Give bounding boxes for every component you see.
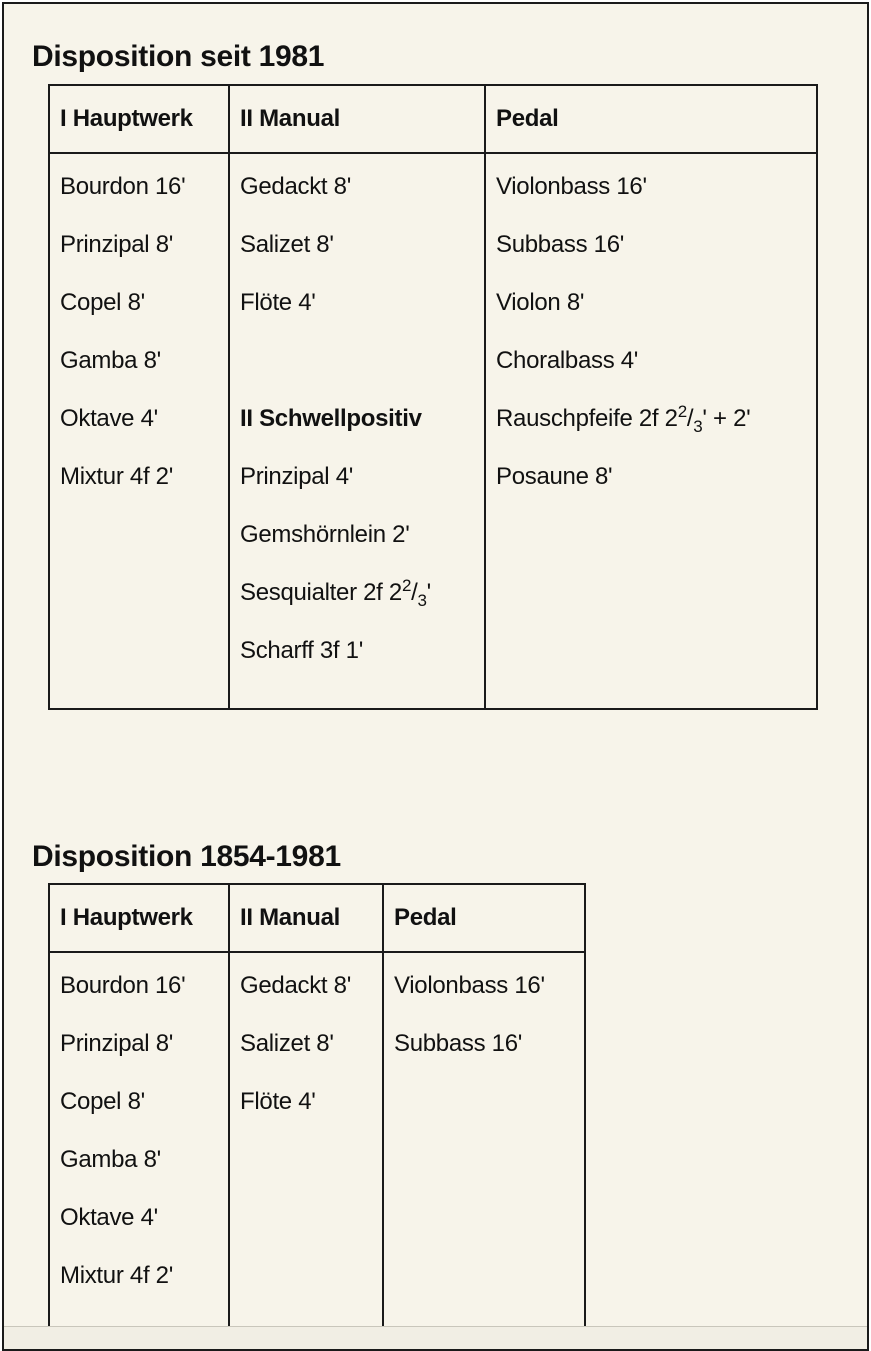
stop-item: Subbass 16' bbox=[394, 1030, 523, 1057]
column-header-hauptwerk: I Hauptwerk bbox=[49, 85, 229, 153]
stop-item: Gamba 8' bbox=[60, 1146, 161, 1173]
stop-item: Prinzipal 4' bbox=[240, 463, 354, 490]
manual-cell bbox=[229, 153, 485, 709]
stop-item-sesquialter bbox=[240, 576, 474, 634]
schwellpositiv-heading: II Schwellpositiv bbox=[240, 405, 422, 432]
stop-item: Oktave 4' bbox=[60, 405, 158, 432]
column-header-hauptwerk: I Hauptwerk bbox=[49, 884, 229, 952]
stop-item: Bourdon 16' bbox=[60, 173, 186, 200]
stop-item: Violon 8' bbox=[496, 289, 585, 316]
spacer bbox=[240, 344, 474, 402]
stop-item: Mixtur 4f 2' bbox=[60, 463, 174, 490]
stop-item: Flöte 4' bbox=[240, 1088, 316, 1115]
stop-item: Gedackt 8' bbox=[240, 173, 351, 200]
stop-item: Prinzipal 8' bbox=[60, 1030, 174, 1057]
disposition-table-1854 bbox=[48, 883, 586, 1335]
stop-item: Gedackt 8' bbox=[240, 972, 351, 999]
rauschpfeife-slash: / bbox=[686, 405, 694, 432]
stop-item: Subbass 16' bbox=[496, 231, 625, 258]
stop-item: Flöte 4' bbox=[240, 289, 316, 316]
column-header-pedal: Pedal bbox=[383, 884, 585, 952]
stop-item: Copel 8' bbox=[60, 1088, 145, 1115]
manual-cell bbox=[229, 952, 383, 1334]
stop-item: Copel 8' bbox=[60, 289, 145, 316]
page-frame bbox=[2, 2, 869, 1351]
section-title-1854-1981: Disposition 1854-1981 bbox=[32, 840, 341, 873]
stop-item: Bourdon 16' bbox=[60, 972, 186, 999]
bottom-band bbox=[4, 1326, 867, 1349]
sesquialter-suffix: ' bbox=[426, 579, 431, 606]
table-row bbox=[49, 952, 585, 1334]
stop-item: Violonbass 16' bbox=[496, 173, 647, 200]
hauptwerk-cell bbox=[49, 153, 229, 709]
sesquialter-text: Sesquialter 2f 2 bbox=[240, 579, 402, 606]
stop-item: Posaune 8' bbox=[496, 463, 613, 490]
sesquialter-numerator: 2 bbox=[401, 576, 412, 595]
section-title-since-1981: Disposition seit 1981 bbox=[32, 40, 325, 73]
stop-item: Salizet 8' bbox=[240, 231, 334, 258]
sesquialter-slash: / bbox=[411, 579, 418, 606]
stop-item: Violonbass 16' bbox=[394, 972, 545, 999]
rauschpfeife-suffix: ' + 2' bbox=[702, 405, 751, 432]
column-header-pedal: Pedal bbox=[485, 85, 817, 153]
rauschpfeife-denominator: 3 bbox=[693, 416, 703, 436]
hauptwerk-cell bbox=[49, 952, 229, 1334]
rauschpfeife-text: Rauschpfeife 2f 2 bbox=[496, 405, 678, 432]
pedal-cell bbox=[485, 153, 817, 709]
table-header-row bbox=[49, 85, 817, 153]
stop-item: Gamba 8' bbox=[60, 347, 161, 374]
table-header-row bbox=[49, 884, 585, 952]
stop-item: Oktave 4' bbox=[60, 1204, 158, 1231]
sesquialter-denominator: 3 bbox=[417, 590, 427, 610]
rauschpfeife-numerator: 2 bbox=[677, 402, 687, 421]
stop-item: Mixtur 4f 2' bbox=[60, 1262, 174, 1289]
stop-item: Salizet 8' bbox=[240, 1030, 334, 1057]
column-header-manual: II Manual bbox=[229, 884, 383, 952]
stop-item: Scharff 3f 1' bbox=[240, 637, 363, 664]
stop-item: Prinzipal 8' bbox=[60, 231, 174, 258]
pedal-cell bbox=[383, 952, 585, 1334]
table-row bbox=[49, 153, 817, 709]
stop-item: Gemshörnlein 2' bbox=[240, 521, 410, 548]
column-header-manual: II Manual bbox=[229, 85, 485, 153]
disposition-table-1981 bbox=[48, 84, 818, 710]
stop-item: Choralbass 4' bbox=[496, 347, 639, 374]
stop-item-rauschpfeife bbox=[496, 402, 806, 460]
